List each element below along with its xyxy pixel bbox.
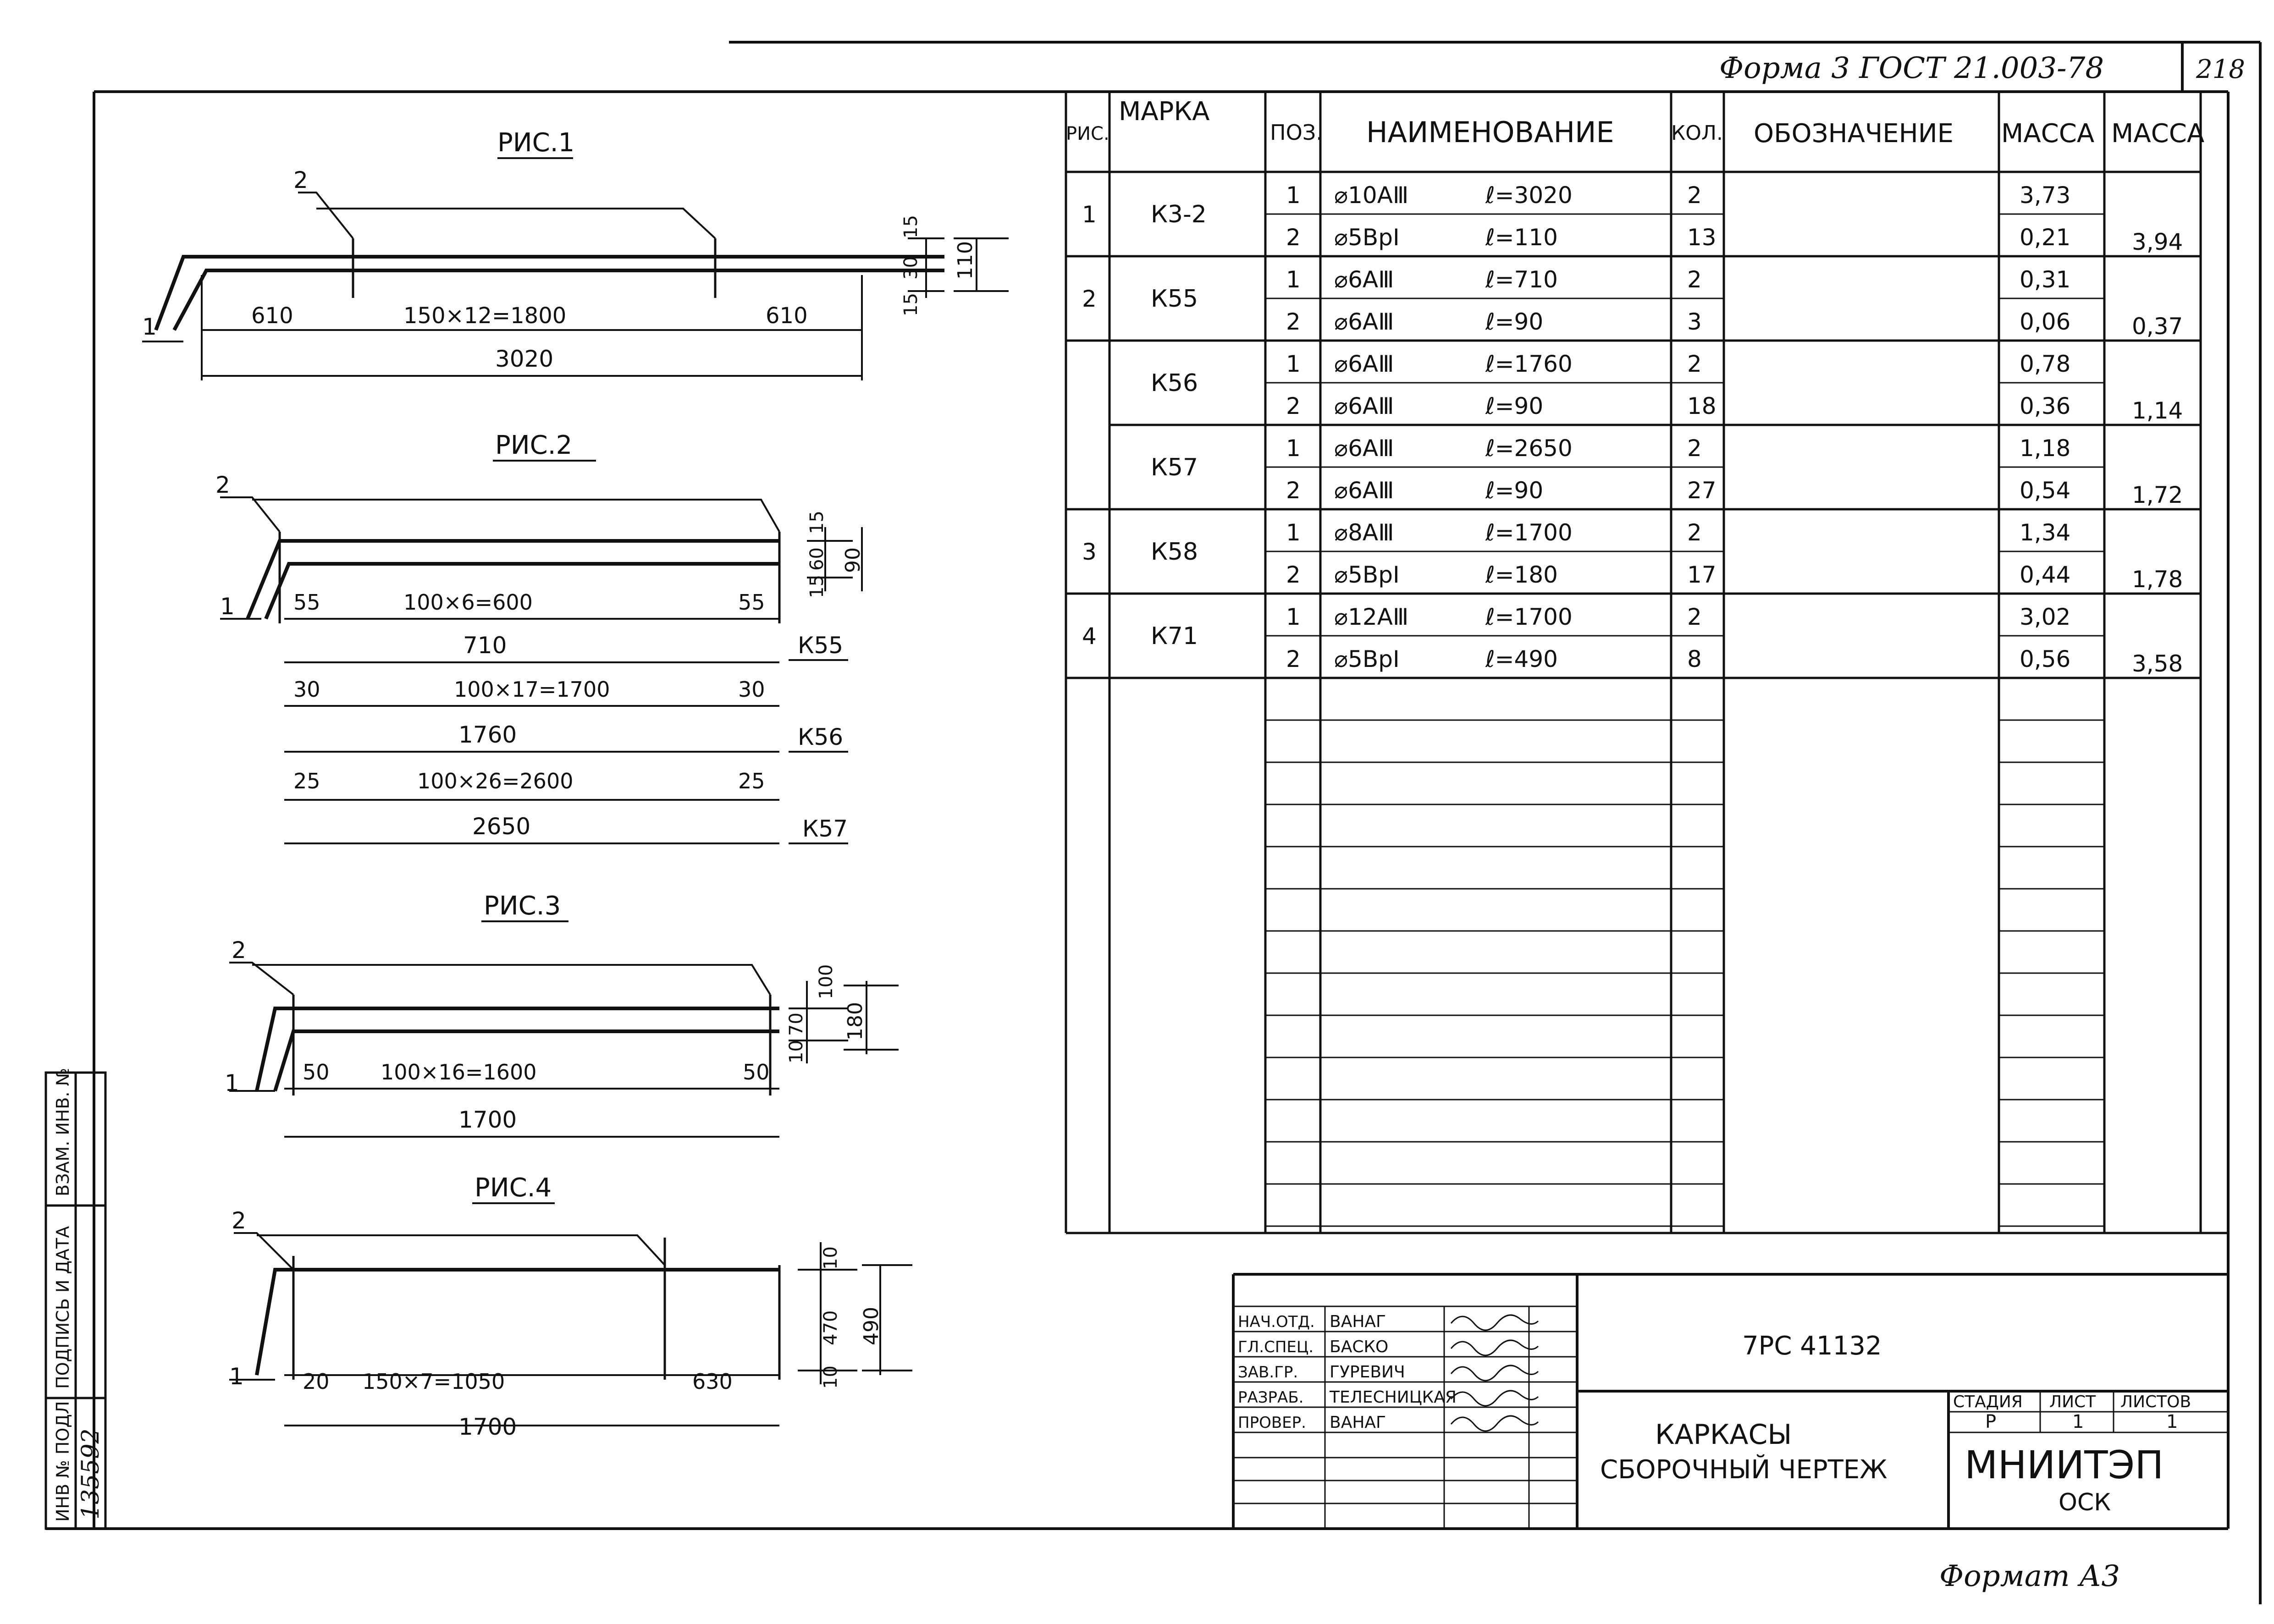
fig1-dim-left: 610: [251, 303, 293, 329]
figure-3-title: РИС.3: [484, 891, 561, 921]
spec-cell-mass: 0,31: [2020, 266, 2071, 293]
spec-cell-len: ℓ=490: [1485, 646, 1558, 672]
fig2-dim-v4: 90: [841, 547, 865, 573]
spec-header-mass1: МАССА: [2001, 119, 2095, 149]
drawing-title-line2: СБОРОЧНЫЙ ЧЕРТЕЖ: [1600, 1455, 1888, 1485]
spec-cell-mass: 1,34: [2020, 519, 2071, 546]
fig2-pos-1: 1: [220, 593, 235, 620]
department: ОСК: [2059, 1489, 2111, 1516]
signature-scribble: [1451, 1340, 1538, 1355]
spec-cell-mass: 3,73: [2020, 182, 2071, 209]
fig2-k56-left: 30: [293, 677, 320, 702]
spec-cell-mass: 0,54: [2020, 477, 2071, 504]
fig3-pos-2: 2: [232, 937, 246, 963]
spec-cell-qty: 13: [1687, 224, 1717, 251]
spec-group-fig: 3: [1082, 539, 1097, 565]
title-block: [1233, 1274, 2228, 1529]
spec-cell-qty: 2: [1687, 182, 1702, 209]
organization: МНИИТЭП: [1965, 1442, 2164, 1487]
spec-header-designation: ОБОЗНАЧЕНИЕ: [1754, 119, 1954, 149]
fig2-k56-total: 1760: [458, 721, 517, 748]
fig1-pos-1: 1: [142, 314, 157, 340]
fig4-dim-middle: 150×7=1050: [362, 1369, 505, 1394]
spec-cell-mass: 0,36: [2020, 393, 2071, 419]
fig2-k57-total: 2650: [472, 813, 531, 840]
spec-cell-len: ℓ=90: [1485, 308, 1544, 335]
fig2-k57-left: 25: [293, 769, 320, 793]
spec-cell-dia: ⌀12АⅢ: [1334, 604, 1409, 630]
fig2-k57-middle: 100×26=2600: [417, 769, 574, 793]
spec-group-fig: 2: [1082, 286, 1097, 312]
title-block-name: ГУРЕВИЧ: [1330, 1363, 1405, 1382]
fig3-dim-left: 50: [303, 1060, 330, 1085]
spec-header-name: НАИМЕНОВАНИЕ: [1366, 116, 1614, 149]
fig4-dim-v3: 10: [820, 1365, 841, 1389]
spec-cell-dia: ⌀6АⅢ: [1334, 435, 1394, 462]
sheet-label: ЛИСТ: [2049, 1393, 2096, 1411]
fig2-k55-total: 710: [463, 632, 507, 659]
spec-header-mass2: МАССА: [2111, 119, 2205, 149]
inv-value: 135592: [77, 1428, 105, 1519]
stage-value: Р: [1985, 1411, 1997, 1432]
fig2-k56-right: 30: [738, 677, 765, 702]
spec-cell-pos: 1: [1286, 266, 1301, 293]
spec-cell-dia: ⌀10АⅢ: [1334, 182, 1409, 209]
spec-cell-pos: 1: [1286, 435, 1301, 462]
fig1-dim-v3: 15: [900, 293, 922, 316]
fig1-dim-right: 610: [766, 303, 808, 329]
spec-cell-total-mass: 0,37: [2132, 313, 2183, 340]
spec-cell-len: ℓ=710: [1485, 266, 1558, 293]
fig1-dim-v2: 30: [900, 256, 922, 280]
figure-1-title: РИС.1: [497, 128, 575, 158]
spec-cell-len: ℓ=180: [1485, 562, 1558, 588]
fig2-dim-v1: 15: [806, 511, 828, 534]
spec-cell-mass: 0,78: [2020, 351, 2071, 377]
signature-scribble: [1451, 1365, 1538, 1381]
inv-podl-label: ИНВ № ПОДЛ.: [53, 1395, 73, 1522]
fig4-dim-left: 20: [303, 1369, 330, 1394]
fig2-dim-v3: 15: [806, 575, 828, 598]
fig3-dim-right: 50: [743, 1060, 770, 1085]
spec-header-mark: МАРКА: [1119, 97, 1210, 127]
title-block-role: НАЧ.ОТД.: [1238, 1313, 1315, 1331]
fig2-dim-v2: 60: [806, 547, 828, 571]
spec-cell-total-mass: 1,14: [2132, 397, 2183, 424]
spec-cell-qty: 8: [1687, 646, 1702, 672]
sheet-value: 1: [2072, 1411, 2084, 1432]
vzam-inv-label: ВЗАМ. ИНВ. №: [53, 1068, 73, 1196]
fig2-k56-mark: К56: [798, 724, 844, 750]
fig2-k55-right: 55: [738, 590, 765, 615]
fig4-dim-v2: 470: [820, 1310, 841, 1345]
fig3-dim-v4: 180: [844, 1002, 867, 1040]
spec-cell-qty: 17: [1687, 562, 1717, 588]
fig2-k56-middle: 100×17=1700: [454, 677, 610, 702]
spec-cell-len: ℓ=3020: [1485, 182, 1573, 209]
spec-cell-dia: ⌀6АⅢ: [1334, 393, 1394, 419]
spec-cell-mass: 1,18: [2020, 435, 2071, 462]
signature-scribble: [1451, 1315, 1538, 1330]
fig3-dim-v2: 70: [786, 1013, 807, 1036]
format-note: Формат А3: [1939, 1559, 2120, 1593]
spec-cell-len: ℓ=1700: [1485, 519, 1573, 546]
spec-cell-len: ℓ=1760: [1485, 351, 1573, 377]
signature-scribble: [1451, 1391, 1538, 1406]
spec-cell-total-mass: 3,94: [2132, 229, 2183, 255]
figure-4-title: РИС.4: [475, 1173, 552, 1203]
fig1-dim-v4: 110: [954, 241, 977, 280]
spec-cell-mass: 0,06: [2020, 308, 2071, 335]
spec-cell-total-mass: 3,58: [2132, 650, 2183, 677]
spec-cell-pos: 1: [1286, 182, 1301, 209]
spec-cell-mass: 0,21: [2020, 224, 2071, 251]
spec-cell-qty: 2: [1687, 604, 1702, 630]
fig4-dim-v4: 490: [860, 1307, 883, 1345]
title-block-role: РАЗРАБ.: [1238, 1388, 1304, 1407]
spec-cell-dia: ⌀5ВрⅠ: [1334, 562, 1400, 588]
spec-cell-total-mass: 1,72: [2132, 482, 2183, 508]
figure-2-title: РИС.2: [495, 430, 573, 460]
figure-2: [215, 430, 865, 843]
fig2-k55-mark: К55: [798, 632, 844, 659]
spec-cell-dia: ⌀6АⅢ: [1334, 351, 1394, 377]
fig2-pos-2: 2: [215, 472, 230, 498]
fig4-dim-total: 1700: [458, 1414, 517, 1440]
spec-group-mark: К57: [1151, 454, 1198, 481]
signature-scribble: [1451, 1416, 1538, 1431]
spec-cell-dia: ⌀8АⅢ: [1334, 519, 1394, 546]
spec-cell-pos: 1: [1286, 519, 1301, 546]
spec-cell-pos: 2: [1286, 477, 1301, 504]
fig3-pos-1: 1: [225, 1070, 239, 1096]
spec-header-qty: КОЛ.: [1671, 121, 1723, 145]
spec-cell-qty: 27: [1687, 477, 1717, 504]
spec-cell-pos: 1: [1286, 351, 1301, 377]
stage-label: СТАДИЯ: [1953, 1393, 2023, 1411]
fig4-dim-v1: 10: [820, 1246, 841, 1270]
fig1-dim-total: 3020: [495, 346, 554, 372]
sheets-value: 1: [2166, 1411, 2178, 1432]
page-number: 218: [2196, 55, 2245, 84]
sheets-label: ЛИСТОВ: [2120, 1393, 2191, 1411]
spec-group-mark: К58: [1151, 538, 1198, 566]
figure-4: [229, 1173, 912, 1440]
fig3-dim-v3: 10: [786, 1040, 807, 1063]
spec-cell-dia: ⌀6АⅢ: [1334, 308, 1394, 335]
spec-cell-qty: 2: [1687, 266, 1702, 293]
spec-cell-mass: 3,02: [2020, 604, 2071, 630]
spec-group-mark: К3-2: [1151, 201, 1207, 228]
title-block-name: ВАНАГ: [1330, 1312, 1386, 1331]
sign-date-label: ПОДПИСЬ И ДАТА: [53, 1226, 73, 1389]
spec-group-fig: 1: [1082, 201, 1097, 228]
title-block-role: ГЛ.СПЕЦ.: [1238, 1338, 1314, 1356]
spec-cell-dia: ⌀6АⅢ: [1334, 477, 1394, 504]
title-block-name: ТЕЛЕСНИЦКАЯ: [1330, 1388, 1457, 1407]
spec-cell-qty: 18: [1687, 393, 1717, 419]
spec-cell-dia: ⌀5ВрⅠ: [1334, 224, 1400, 251]
form-note: Форма 3 ГОСТ 21.003-78: [1719, 51, 2104, 85]
fig1-pos-2: 2: [293, 167, 308, 193]
spec-cell-pos: 1: [1286, 604, 1301, 630]
fig4-dim-right: 630: [692, 1369, 733, 1394]
fig4-pos-2: 2: [232, 1207, 246, 1234]
spec-cell-mass: 0,44: [2020, 562, 2071, 588]
fig2-k55-middle: 100×6=600: [403, 590, 533, 615]
title-block-role: ПРОВЕР.: [1238, 1414, 1306, 1432]
spec-cell-len: ℓ=1700: [1485, 604, 1573, 630]
spec-header-fig: РИС.: [1066, 123, 1109, 144]
spec-cell-len: ℓ=90: [1485, 393, 1544, 419]
spec-group-fig: 4: [1082, 623, 1097, 650]
spec-cell-len: ℓ=2650: [1485, 435, 1573, 462]
spec-cell-pos: 2: [1286, 646, 1301, 672]
title-block-people: [1238, 1312, 1538, 1432]
drawing-code: 7РС 41132: [1742, 1331, 1882, 1361]
spec-cell-qty: 2: [1687, 519, 1702, 546]
spec-cell-qty: 3: [1687, 308, 1702, 335]
fig2-k57-right: 25: [738, 769, 765, 793]
spec-cell-pos: 2: [1286, 393, 1301, 419]
spec-cell-qty: 2: [1687, 351, 1702, 377]
fig3-dim-total: 1700: [458, 1107, 517, 1133]
spec-cell-len: ℓ=110: [1485, 224, 1558, 251]
fig2-k55-left: 55: [293, 590, 320, 615]
spec-cell-pos: 2: [1286, 224, 1301, 251]
spec-cell-mass: 0,56: [2020, 646, 2071, 672]
drawing-title-line1: КАРКАСЫ: [1655, 1419, 1792, 1451]
fig3-dim-v1: 100: [816, 964, 837, 999]
title-block-name: ВАНАГ: [1330, 1413, 1386, 1432]
spec-cell-pos: 2: [1286, 308, 1301, 335]
fig1-dim-middle: 150×12=1800: [403, 303, 567, 329]
spec-group-mark: К56: [1151, 369, 1198, 397]
spec-cell-qty: 2: [1687, 435, 1702, 462]
fig3-dim-middle: 100×16=1600: [381, 1060, 537, 1085]
spec-cell-dia: ⌀6АⅢ: [1334, 266, 1394, 293]
spec-header-pos: ПОЗ.: [1270, 120, 1323, 145]
spec-cell-pos: 2: [1286, 562, 1301, 588]
title-block-name: БАСКО: [1330, 1338, 1389, 1356]
spec-cell-len: ℓ=90: [1485, 477, 1544, 504]
fig4-pos-1: 1: [229, 1363, 244, 1390]
spec-group-mark: К71: [1151, 622, 1198, 650]
spec-cell-total-mass: 1,78: [2132, 566, 2183, 593]
spec-group-mark: К55: [1151, 285, 1198, 313]
spec-cell-dia: ⌀5ВрⅠ: [1334, 646, 1400, 672]
fig2-k57-mark: К57: [802, 815, 848, 842]
spec-table: [1066, 92, 2228, 1233]
title-block-role: ЗАВ.ГР.: [1238, 1363, 1298, 1382]
figure-3: [225, 891, 899, 1137]
figure-1: [142, 128, 1009, 380]
fig1-dim-v1: 15: [900, 215, 922, 238]
